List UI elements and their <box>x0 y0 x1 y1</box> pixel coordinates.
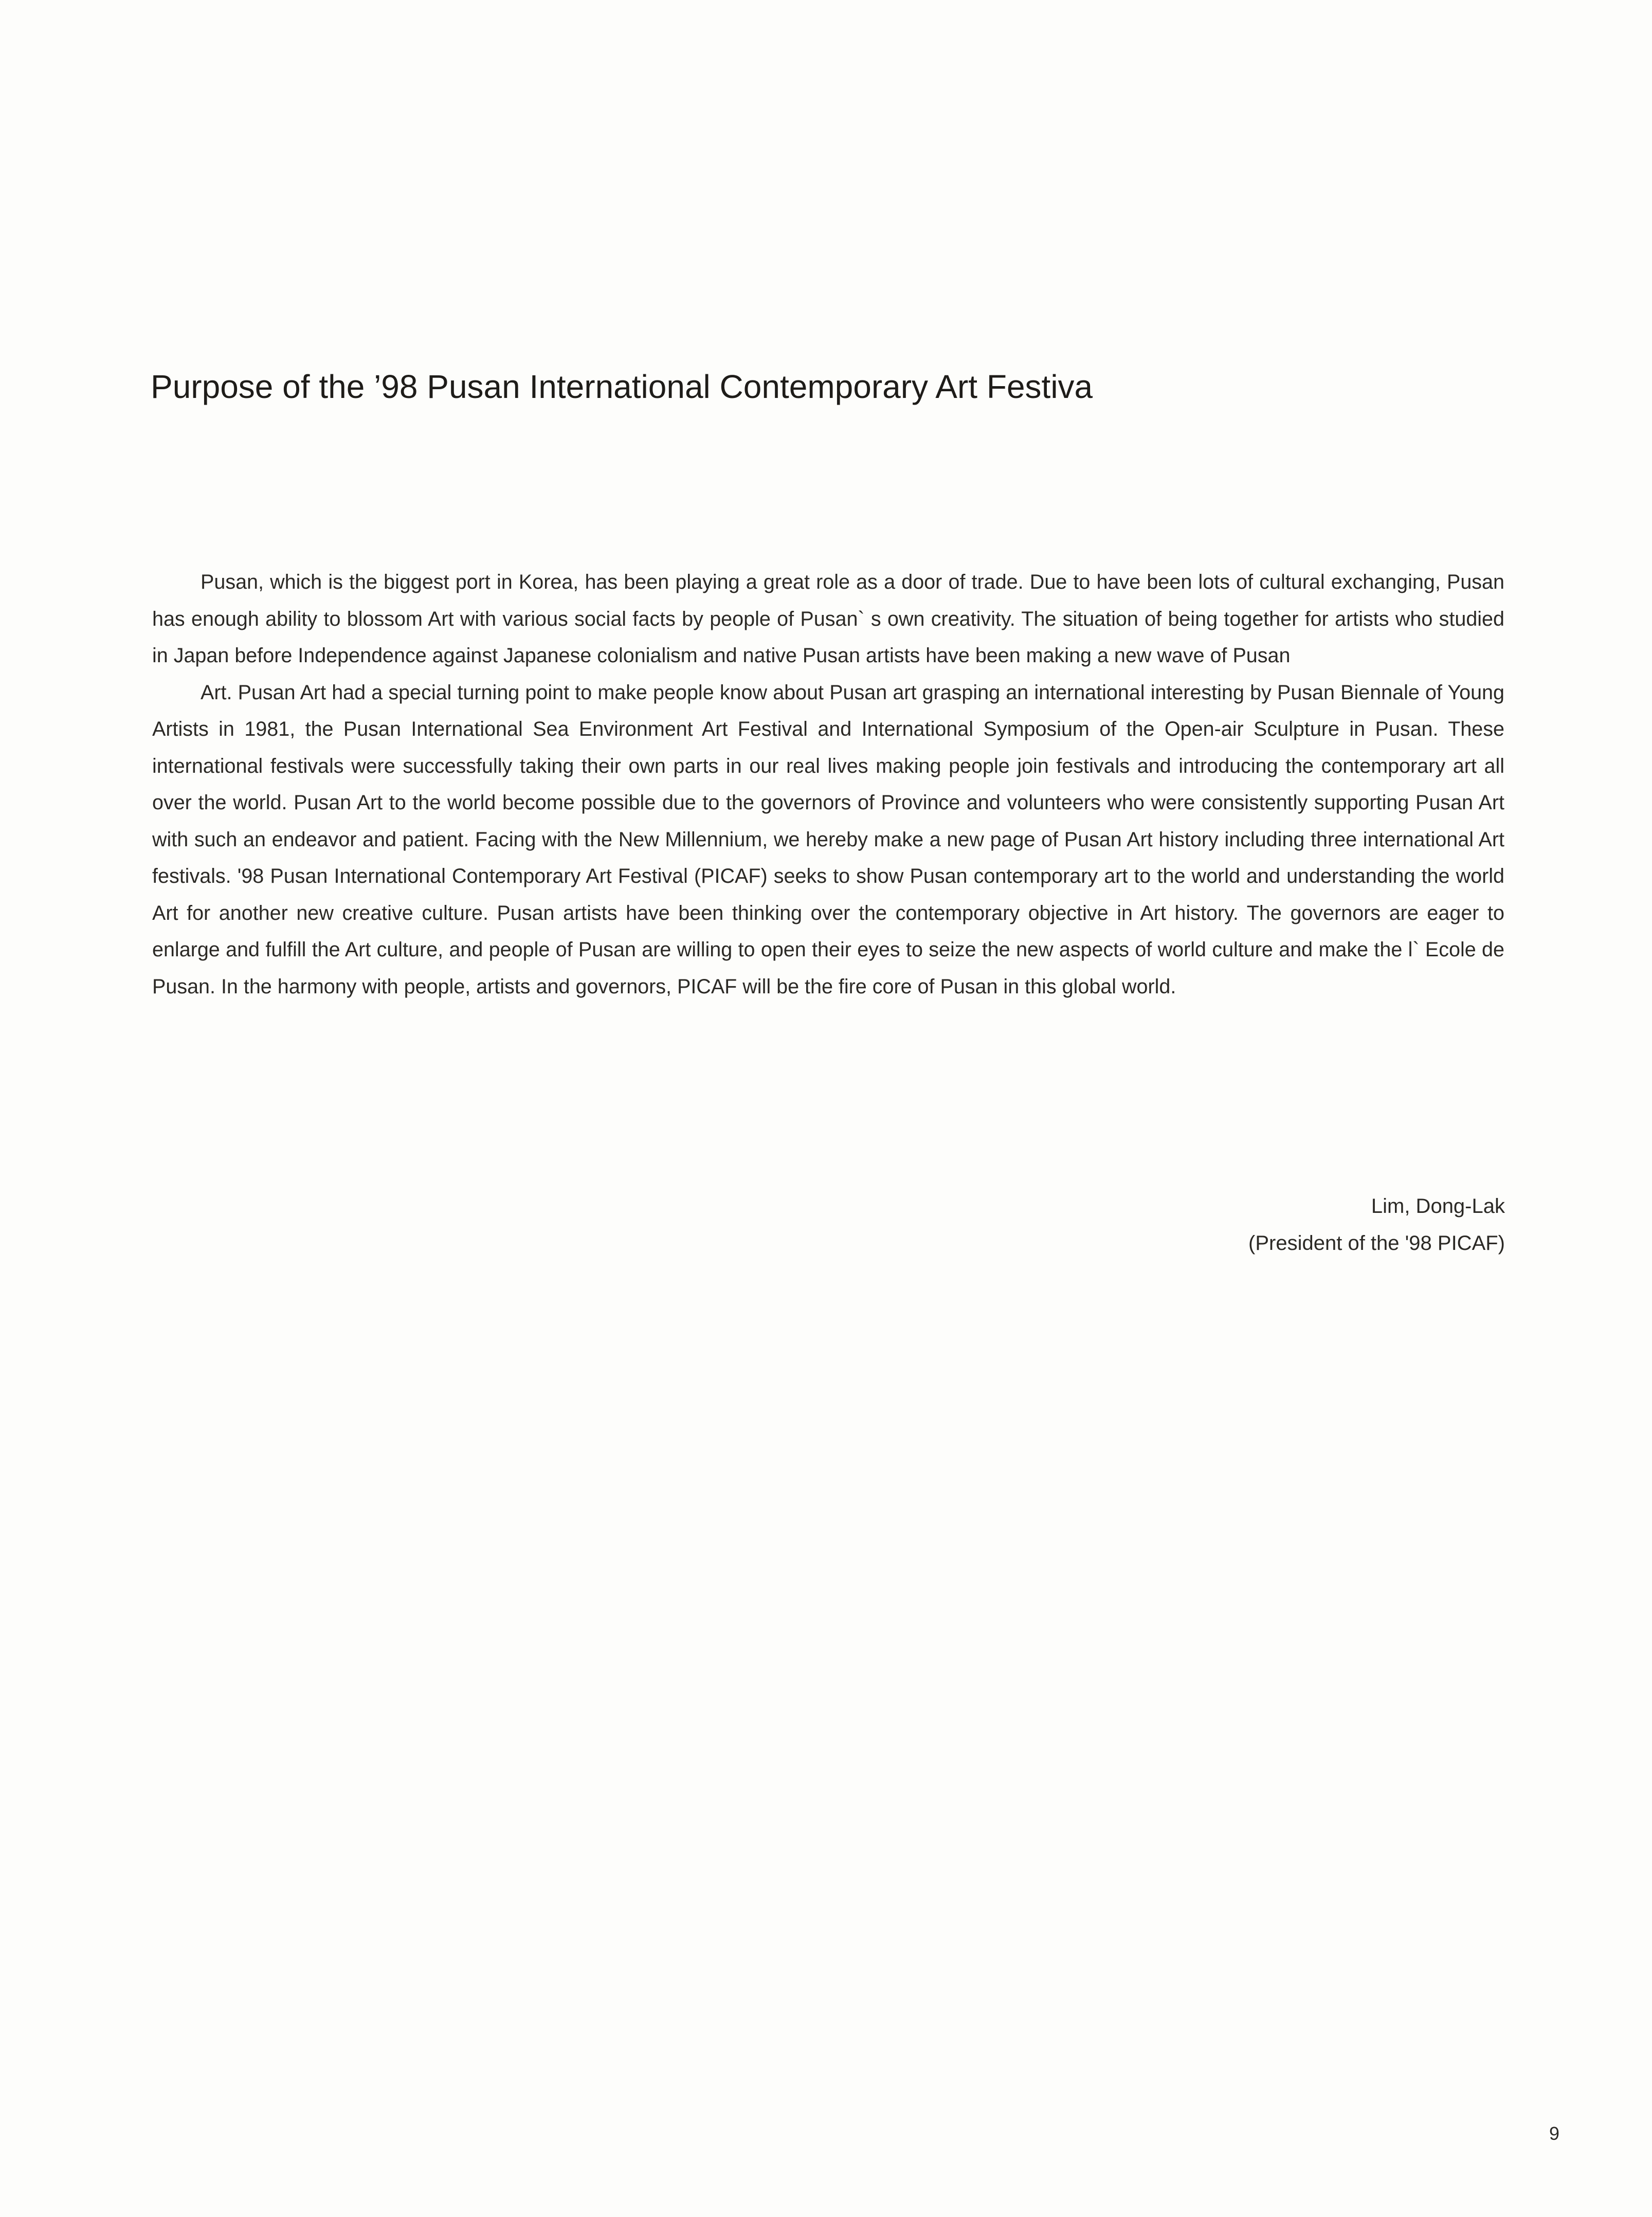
signature-name: Lim, Dong-Lak <box>1371 1195 1505 1217</box>
signature-role: (President of the '98 PICAF) <box>1248 1232 1505 1255</box>
signature-block <box>1248 1188 1505 1262</box>
page-title: Purpose of the ’98 Pusan International Contemporary Art Festiva <box>151 368 1093 405</box>
paragraph-1: Pusan, which is the biggest port in Korea, has been playing a great role as a door of trade. Due to have been lots of cultural exchanging, Pusan has enough ability to blossom Art with various social facts by people of Pusan` s own creativity. The situation of being together for artists who studied in Japan before Independence against Japanese colonialism and native Pusan artists have been making a new wave of Pusan <box>152 571 1504 667</box>
paragraph-2: Art. Pusan Art had a special turning point to make people know about Pusan art grasping an international interesting by Pusan Biennale of Young Artists in 1981, the Pusan International Sea Environment Art Festival and International Symposium of the Open-air Sculpture in Pusan. These international festivals were successfully taking their own parts in our real lives making people join festivals and introducing the contemporary art all over the world. Pusan Art to the world become possible due to the governors of Province and volunteers who were consistently supporting Pusan Art with such an endeavor and patient. Facing with the New Millennium, we hereby make a new page of Pusan Art history including three international Art festivals. '98 Pusan International Contemporary Art Festival (PICAF) seeks to show Pusan contemporary art to the world and understanding the world Art for another new creative culture. Pusan artists have been thinking over the contemporary objective in Art history. The governors are eager to enlarge and fulfill the Art culture, and people of Pusan are willing to open their eyes to seize the new aspects of world culture and make the l` Ecole de Pusan. In the harmony with people, artists and governors, PICAF will be the fire core of Pusan in this global world. <box>152 681 1504 998</box>
page-number: 9 <box>1549 2123 1560 2144</box>
body-text <box>152 564 1504 1005</box>
